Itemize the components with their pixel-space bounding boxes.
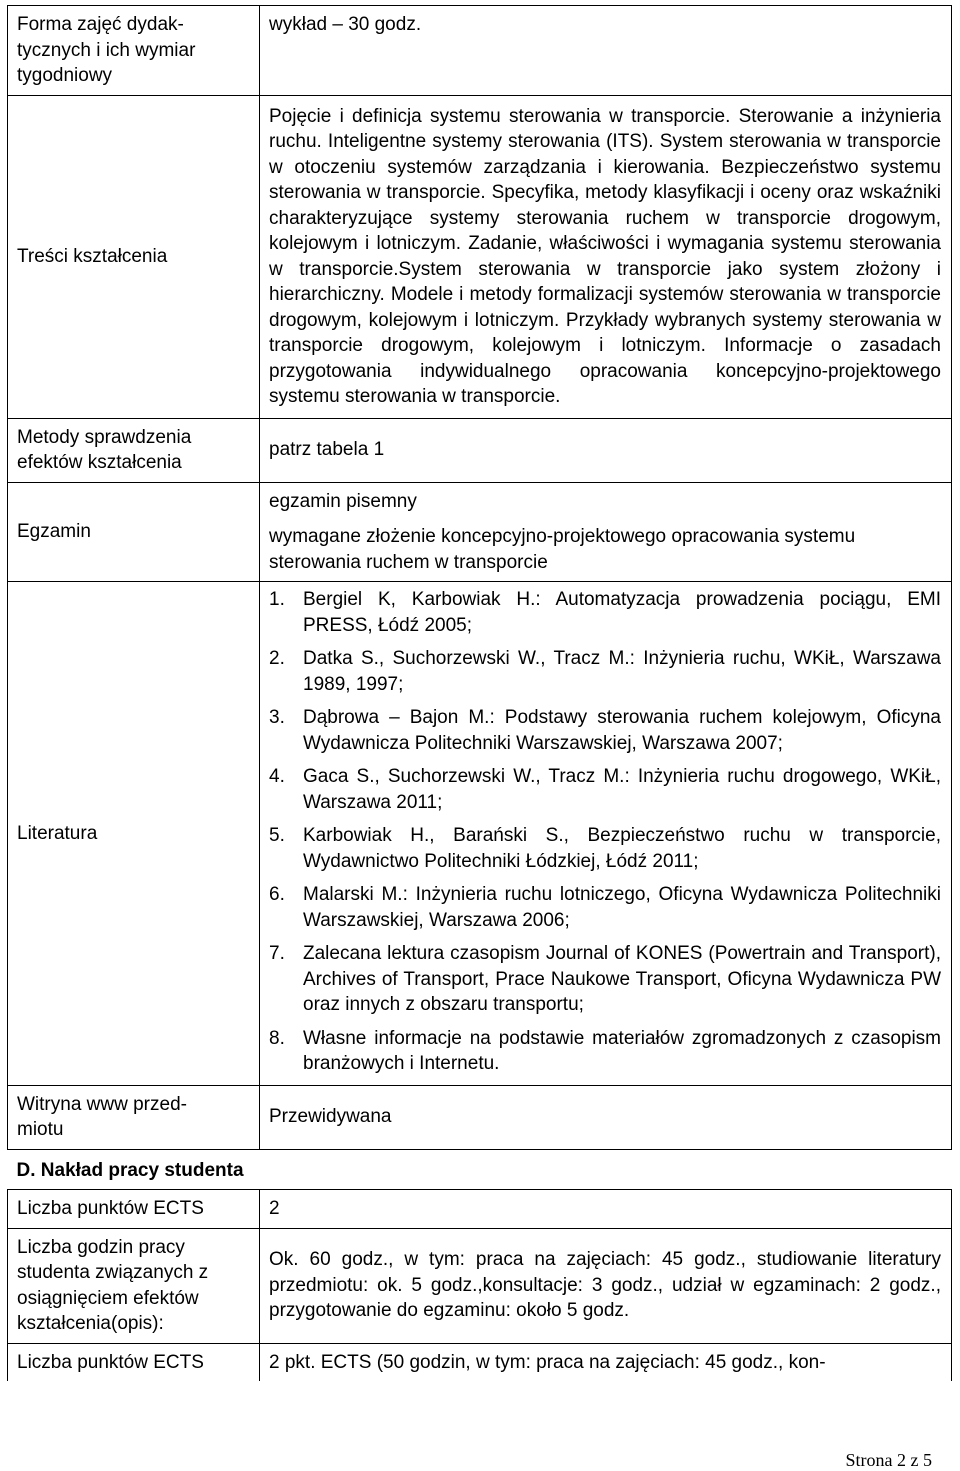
value-tresci: Pojęcie i definicja systemu sterowania w transporcie. Sterowanie a inżynieria ruchu. Inteligentne systemy sterowania (ITS). System sterowania w transporcie w otoczeniu systemów zarządzania i kierowania. Bezpieczeństwo systemu sterowania w transporcie. Specyfika, metody klasyfikacji i oceny oraz wskaźniki charakteryzujące systemy sterowania ruchem w transporcie drogowym, kolejowym i lotniczym. Zadanie, właściwości i wymagania systemu sterowania w transporcie.System sterowania w transporcie jako system złożony i hierarchiczny. Modele i metody formalizacji systemów sterowania w transporcie drogowym, kolejowym i lotniczym. Przykłady wybranych systemy sterowania w transporcie drogowym, kolejowym i lotniczym. Informacje o zasadach przygotowania indywidualnego opracowania koncepcyjno-projektowego systemu sterowania w transporcie. — [260, 95, 952, 418]
list-item: 3. Dąbrowa – Bajon M.: Podstawy sterowania ruchem kolejowym, Oficyna Wydawnicza Politechniki Warszawskiej, Warszawa 2007; — [269, 707, 941, 754]
label-witryna: Witryna www przed- miotu — [8, 1085, 260, 1149]
list-item: 8. Własne informacje na podstawie materiałów zgromadzonych z czasopism branżowych i Internetu. — [269, 1027, 941, 1074]
row-witryna — [8, 1085, 952, 1149]
row-tresci — [8, 95, 952, 418]
list-item: 7. Zalecana lektura czasopism Journal of KONES (Powertrain and Transport), Archives of Transport, Prace Naukowe Transport, Oficyna Wydawnicza PW oraz innych z obszaru transportu; — [269, 943, 941, 1015]
value-godziny: Ok. 60 godz., w tym: praca na zajęciach: 45 godz., studiowanie literatury przedmiotu: ok. 5 godz.,konsultacje: 3 godz., udział w egzaminach: 2 godz., przygotowanie do egzaminu: około 5 godz. — [260, 1228, 952, 1343]
list-item: 5. Karbowiak H., Barański S., Bezpieczeństwo ruchu w transporcie, Wydawnictwo Politechniki Łódzkiej, Łódź 2011; — [269, 825, 941, 872]
value-ects: 2 — [260, 1190, 952, 1229]
row-godziny — [8, 1228, 952, 1343]
egzamin-requirement: wymagane złożenie koncepcyjno-projektowego opracowania systemu sterowania ruchem w transporcie — [269, 526, 856, 573]
label-tresci: Treści kształcenia — [8, 95, 260, 418]
row-literatura — [8, 582, 952, 1086]
row-metody — [8, 418, 952, 482]
literature-list — [269, 587, 941, 1077]
label-egzamin: Egzamin — [8, 482, 260, 582]
course-table — [7, 5, 952, 1381]
list-item: 1. Bergiel K, Karbowiak H.: Automatyzacja prowadzenia pociągu, EMI PRESS, Łódź 2005; — [269, 589, 941, 636]
value-egzamin — [260, 482, 952, 582]
section-d-row — [8, 1149, 952, 1190]
label-ects2: Liczba punktów ECTS — [8, 1343, 260, 1381]
value-witryna: Przewidywana — [260, 1085, 952, 1149]
value-literatura — [260, 582, 952, 1086]
row-ects2 — [8, 1343, 952, 1381]
value-ects2: 2 pkt. ECTS (50 godzin, w tym: praca na zajęciach: 45 godz., kon- — [260, 1343, 952, 1381]
value-forma: wykład – 30 godz. — [260, 6, 952, 96]
value-metody: patrz tabela 1 — [260, 418, 952, 482]
row-ects — [8, 1190, 952, 1229]
label-ects: Liczba punktów ECTS — [8, 1190, 260, 1229]
list-item: 4. Gaca S., Suchorzewski W., Tracz M.: Inżynieria ruchu drogowego, WKiŁ, Warszawa 2011; — [269, 766, 941, 813]
list-item: 2. Datka S., Suchorzewski W., Tracz M.: Inżynieria ruchu, WKiŁ, Warszawa 1989, 1997; — [269, 648, 941, 695]
egzamin-form: egzamin pisemny — [269, 490, 417, 512]
page-number: Strona 2 z 5 — [845, 1450, 932, 1470]
label-literatura: Literatura — [8, 582, 260, 1086]
label-forma: Forma zajęć dydak- tycznych i ich wymiar tygodniowy — [8, 6, 260, 96]
list-item: 6. Malarski M.: Inżynieria ruchu lotniczego, Oficyna Wydawnicza Politechniki Warszawskiej, Warszawa 2006; — [269, 884, 941, 931]
row-egzamin — [8, 482, 952, 582]
row-forma — [8, 6, 952, 96]
label-godziny: Liczba godzin pracy studenta związanych z osiągnięciem efektów kształcenia(opis): — [8, 1228, 260, 1343]
section-heading: D. Nakład pracy studenta — [8, 1149, 952, 1190]
label-metody: Metody sprawdzenia efektów kształcenia — [8, 418, 260, 482]
